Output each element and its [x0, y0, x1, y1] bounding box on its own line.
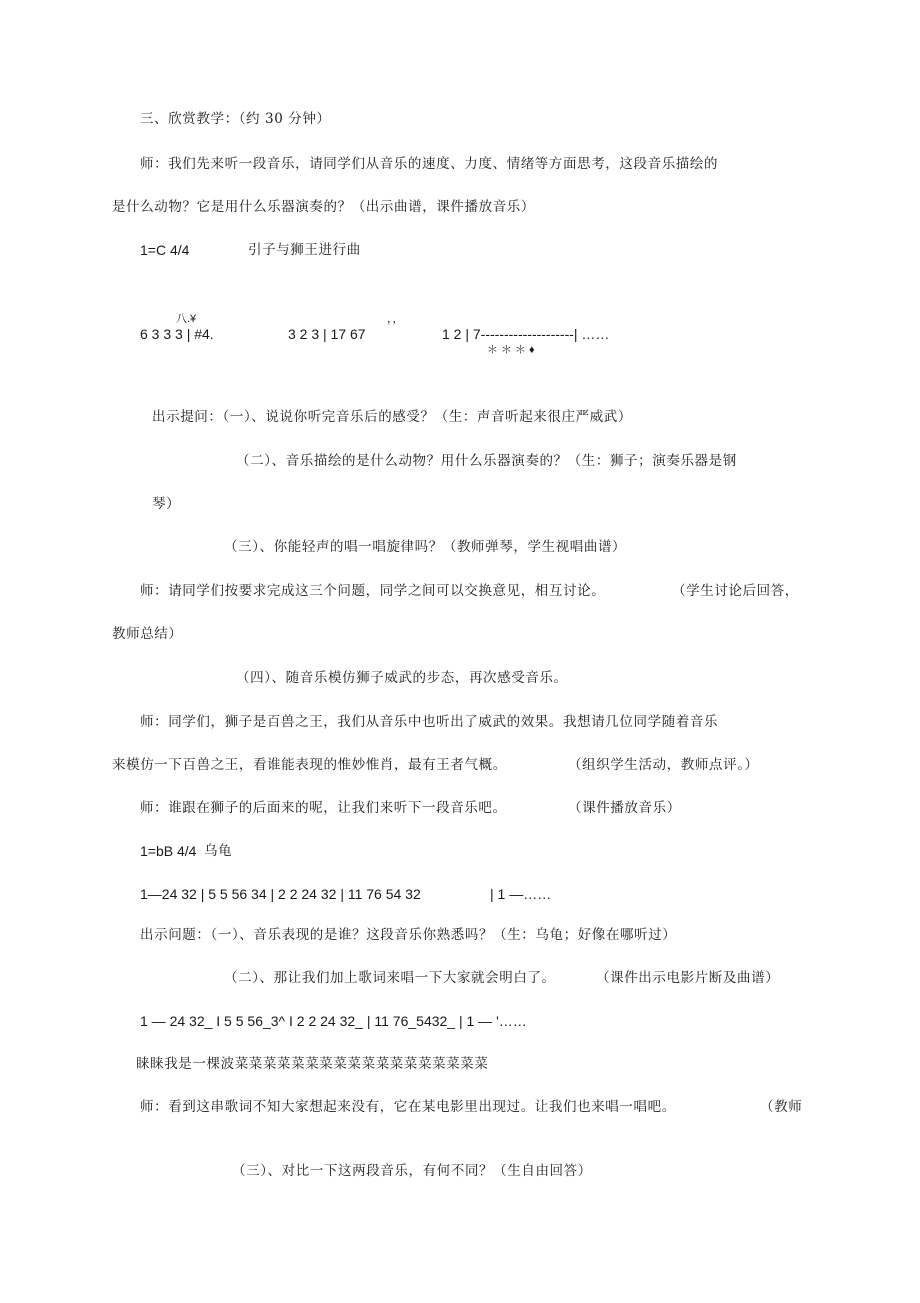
- question-line: 琴）: [152, 496, 181, 512]
- score-mark: 八.¥: [176, 313, 197, 325]
- score-notes: 1—24 32 | 5 5 56 34 | 2 2 24 32 | 11 76 54 32: [140, 886, 421, 902]
- paragraph-line: 来模仿一下百兽之王，看谁能表现的惟妙惟肖，最有王者气概。: [112, 757, 507, 773]
- question-line: （四）、随音乐模仿狮子威武的步态，再次感受音乐。: [236, 670, 568, 686]
- question-line: 出示问题：（一）、音乐表现的是谁？这段音乐你熟悉吗？（生：乌龟；好像在哪听过）: [140, 927, 677, 943]
- score-notes: 3 2 3 | 17 67: [288, 326, 366, 342]
- score-notes: 1 2 | 7--------------------| ……: [442, 326, 610, 342]
- question-line: （二）、音乐描绘的是什么动物？用什么乐器演奏的？（生：狮子；演奏乐器是钢: [236, 453, 737, 469]
- score-mark: ，，: [387, 313, 404, 325]
- song2-title: 乌龟: [204, 843, 233, 859]
- score-notes: 1 — 24 32_ I 5 5 56_3^ I 2 2 24 32_ | 11 76_5432_ | 1 — '……: [140, 1013, 527, 1029]
- paragraph-line: （组织学生活动，教师点评。）: [568, 757, 759, 773]
- paragraph-line: 师：同学们，狮子是百兽之王，我们从音乐中也听出了威武的效果。我想请几位同学随着音乐: [140, 714, 719, 730]
- question-line: 出示提问：（一）、说说你听完音乐后的感受？（生：声音听起来很庄严威武）: [152, 409, 632, 425]
- paragraph-line: （教师: [760, 1099, 803, 1115]
- question-line: （三）、对比一下这两段音乐，有何不同？（生自由回答）: [232, 1163, 592, 1179]
- lyrics-line: 睐睐我是一棵波菜菜菜菜菜菜菜菜菜菜菜菜菜菜菜菜菜菜: [136, 1056, 489, 1072]
- song1-title: 引子与狮王进行曲: [248, 242, 361, 258]
- question-line: （二）、那让我们加上歌词来唱一下大家就会明白了。: [224, 970, 556, 986]
- song2-key: 1=bB 4/4: [140, 843, 197, 859]
- score-notes: 6 3 3 3 | #4.: [140, 326, 214, 342]
- question-line: （三）、你能轻声的唱一唱旋律吗？（教师弹琴，学生视唱曲谱）: [224, 539, 627, 555]
- paragraph-line: 师：请同学们按要求完成这三个问题，同学之间可以交换意见，相互讨论。: [140, 583, 606, 599]
- score-notes: | 1 —……: [490, 886, 552, 902]
- paragraph-line: （课件播放音乐）: [568, 800, 681, 816]
- paragraph-line: 师：谁跟在狮子的后面来的呢，让我们来听下一段音乐吧。: [140, 800, 507, 816]
- paragraph-line: 教师总结）: [112, 626, 183, 642]
- paragraph-line: （学生讨论后回答，: [672, 583, 799, 599]
- question-line: （课件出示电影片断及曲谱）: [596, 970, 780, 986]
- section-title: 三、欣赏教学：（约 30 分钟）: [140, 111, 331, 127]
- paragraph-line: 师：我们先来听一段音乐，请同学们从音乐的速度、力度、情绪等方面思考，这段音乐描绘的: [140, 156, 719, 172]
- song1-key: 1=C 4/4: [140, 242, 190, 258]
- paragraph-line: 是什么动物？它是用什么乐器演奏的？（出示曲谱，课件播放音乐）: [112, 199, 535, 215]
- score-mark: ＊＊＊♦: [487, 344, 538, 356]
- paragraph-line: 师：看到这串歌词不知大家想起来没有，它在某电影里出现过。让我们也来唱一唱吧。: [140, 1099, 676, 1115]
